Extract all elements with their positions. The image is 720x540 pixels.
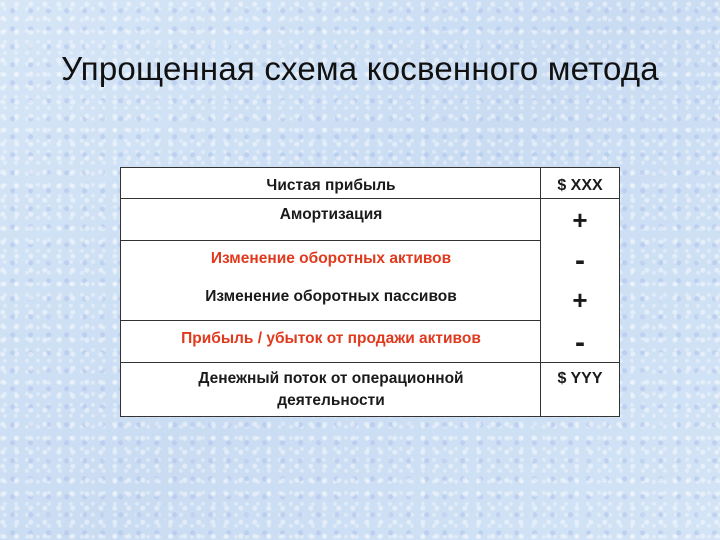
row-divider bbox=[121, 320, 541, 321]
row-label: Изменение оборотных пассивов bbox=[205, 288, 457, 305]
row-label: Денежный поток от операционной деятельности bbox=[198, 370, 464, 409]
row-divider bbox=[121, 240, 541, 241]
row-label: Изменение оборотных активов bbox=[210, 250, 452, 267]
row-label: Чистая прибыль bbox=[266, 177, 396, 194]
table-row-current-assets bbox=[121, 242, 621, 282]
row-value: $ XXX bbox=[557, 177, 603, 194]
row-value: $ YYY bbox=[557, 370, 603, 387]
table-row-current-liabilities bbox=[121, 282, 621, 320]
table-row-asset-sale bbox=[121, 322, 621, 364]
row-value: + bbox=[572, 205, 588, 235]
table-row-net-profit bbox=[121, 172, 621, 198]
row-divider bbox=[121, 198, 619, 199]
table-row-operating-cash-flow bbox=[121, 364, 621, 416]
row-label: Амортизация bbox=[279, 206, 383, 223]
row-value: - bbox=[575, 326, 585, 359]
row-divider bbox=[121, 362, 619, 363]
table-row-depreciation bbox=[121, 200, 621, 240]
indirect-method-table bbox=[120, 167, 620, 417]
row-value: - bbox=[575, 244, 585, 277]
row-value: + bbox=[572, 285, 588, 315]
slide-title: Упрощенная схема косвенного метода bbox=[61, 50, 659, 87]
row-label: Прибыль / убыток от продажи активов bbox=[181, 330, 481, 347]
